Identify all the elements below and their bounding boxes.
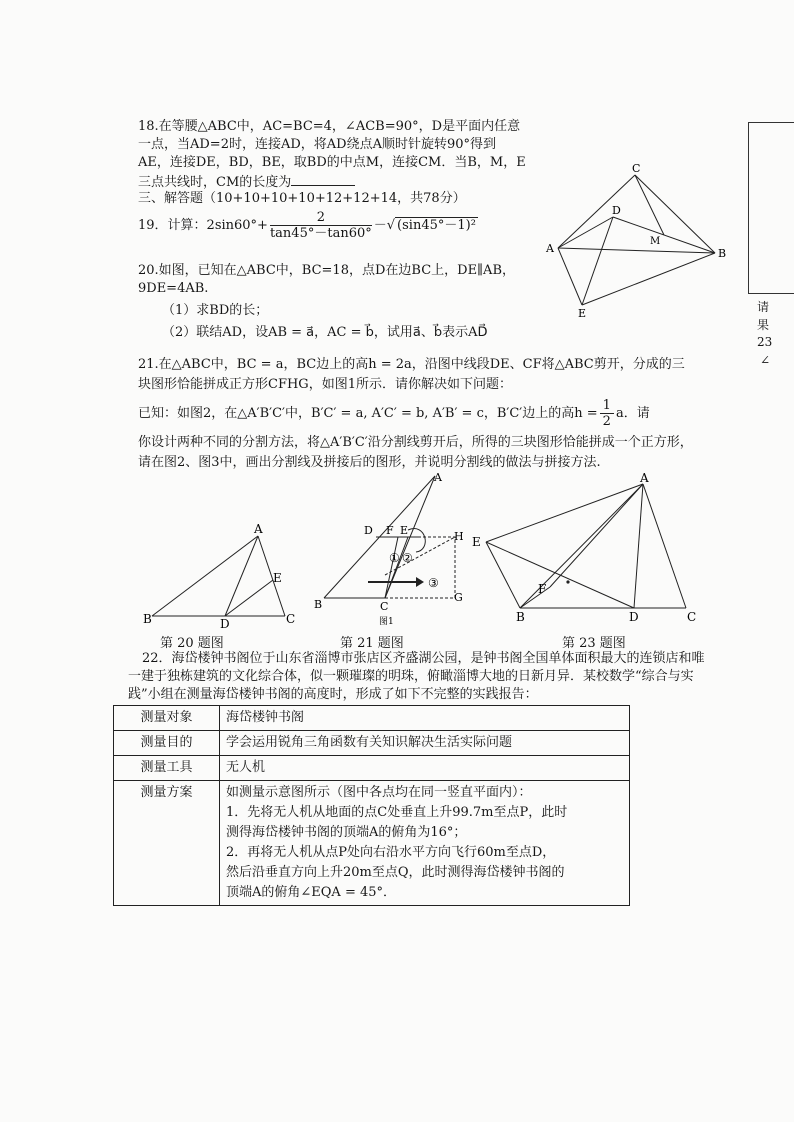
fig18-line-AE: [558, 248, 582, 305]
q19-minus: －: [373, 218, 387, 233]
fig23-label-A: A: [640, 472, 649, 485]
fig20-label-D: D: [220, 617, 230, 630]
q21-fraction: [600, 398, 614, 429]
figure-20: [140, 522, 300, 630]
answer-blank: [291, 172, 355, 186]
q19-fraction: [270, 210, 372, 241]
fig20-caption: 第 20 题图: [160, 636, 224, 651]
fig23-label-E: E: [472, 535, 481, 549]
fig18-label-C: C: [632, 162, 641, 175]
plan-line: 然后沿垂直方向上升20m至点Q，此时测得海岱楼钟书阁的: [226, 865, 565, 880]
report-value: 无人机: [220, 756, 630, 781]
fig23-label-D: D: [629, 610, 639, 624]
fig23-line-EB: [486, 542, 520, 608]
adjacent-page-fragment: [748, 122, 794, 294]
fig18-line-CA: [558, 175, 635, 248]
fig21-curved-arrow: [408, 529, 425, 552]
fig23-line-AC: [643, 484, 686, 608]
fig21-label-E: E: [400, 524, 409, 537]
report-label: 测量目的: [114, 731, 220, 756]
fig23-label-F: F: [538, 582, 547, 596]
fig21-label-B: B: [314, 598, 323, 611]
fig18-line-AB: [558, 248, 715, 253]
fig23-line-FA: [550, 484, 643, 587]
side-text-3: 23: [757, 335, 773, 349]
plan-line: 1．先将无人机从地面的点C处垂直上升99.7m至点P，此时: [226, 805, 568, 820]
q19-frac-den: tan45°－tan60°: [269, 226, 372, 241]
q18-line4: [138, 172, 355, 192]
report-value: 学会运用锐角三角函数有关知识解决生活实际问题: [220, 731, 630, 756]
fig21-label-D: D: [364, 524, 373, 537]
fig20-label-C: C: [286, 612, 296, 626]
fig18-line-DE: [582, 217, 613, 305]
side-text-1: 请: [757, 300, 770, 314]
fig21-small-caption: 图1: [379, 617, 394, 627]
sqrt-icon: √: [386, 218, 396, 233]
q20-part2: （2）联结AD，设AB = a⃗，AC = b⃗，试用a⃗、b⃗表示AD⃗: [162, 325, 488, 340]
q18-line4-text: 三点共线时，CM的长度为: [138, 175, 292, 190]
q20-line1: 20.如图，已知在△ABC中，BC=18，点D在边BC上，DE∥AB，: [138, 263, 516, 278]
q21-frac-num: 1: [600, 398, 614, 414]
q21-line3: [138, 398, 650, 429]
fig23-label-C: C: [687, 610, 697, 624]
fig21-label-H: H: [454, 530, 464, 543]
figure-23: [468, 472, 708, 628]
fig20-label-A: A: [254, 522, 263, 536]
fig18-label-B: B: [718, 247, 727, 260]
q22-line3: 践”小组在测量海岱楼钟书阁的高度时，形成了如下不完整的实践报告：: [128, 687, 538, 702]
fig21-label-F: F: [386, 524, 394, 537]
q18-line1: 18.在等腰△ABC中，AC=BC=4，∠ACB=90°，D是平面内任意: [138, 119, 521, 134]
plan-line: 测得海岱楼钟书阁的顶端A的俯角为16°；: [226, 825, 467, 840]
fig20-line-AB: [152, 536, 258, 616]
q21-line3-prefix: 已知：如图2，在△A′B′C′中，B′C′ = a, A′C′ = b, A′B′ = c，B′C′边上的高h =: [138, 406, 598, 421]
q21-line5: 请在图2、图3中，画出分割线及拼接后的图形，并说明分割线的做法与拼接方法.: [138, 455, 601, 470]
fig18-line-CB: [635, 175, 715, 253]
fig18-label-A: A: [546, 242, 554, 255]
fig20-label-E: E: [273, 571, 282, 585]
q21-line1: 21.在△ABC中，BC = a，BC边上的高h = 2a，沿图中线段DE、CF将△ABC剪开，分成的三: [138, 357, 685, 372]
q21-line2: 块图形恰能拼成正方形CFHG，如图1所示．请你解决如下问题：: [138, 377, 512, 392]
q18-line3: AE，连接DE，BD，BE，取BD的中点M，连接CM．当B，M，E: [138, 155, 526, 170]
side-text-4: ∠: [760, 353, 771, 367]
fig21-square-outline: [385, 537, 455, 598]
fig23-line-EA: [486, 484, 643, 542]
figure-21: [308, 470, 468, 630]
table-row: [114, 731, 630, 756]
table-row: [114, 706, 630, 731]
q20-line2: 9DE=4AB.: [138, 281, 209, 296]
fig20-label-B: B: [143, 612, 152, 626]
section-header: 三、解答题（10+10+10+10+12+12+14，共78分）: [138, 191, 466, 206]
report-label: 测量对象: [114, 706, 220, 731]
table-row: [114, 756, 630, 781]
fig21-label-C: C: [380, 600, 389, 613]
q21-line3-suffix: a．请: [615, 406, 650, 421]
q19-prefix: 19．计算：2sin60°+: [138, 218, 268, 233]
q20-part1: （1）求BD的长；: [162, 303, 269, 318]
plan-line: 顶端A的俯角∠EQA = 45°．: [226, 885, 397, 900]
fig23-point-dot: [566, 580, 569, 583]
arrow-right-icon: [416, 577, 424, 587]
q22-line1: 22．海岱楼钟书阁位于山东省淄博市张店区齐盛湖公园，是钟书阁全国单体面积最大的连锁店和唯: [142, 651, 705, 666]
figure-18: [540, 160, 740, 320]
side-text-2: 果: [757, 318, 770, 332]
fig23-line-AD: [634, 484, 643, 608]
fig23-caption: 第 23 题图: [562, 636, 626, 651]
plan-line: 如测量示意图所示（图中各点均在同一竖直平面内）：: [226, 785, 532, 800]
q19-radicand: (sin45°－1)²: [397, 218, 476, 233]
fig21-caption: 第 21 题图: [340, 636, 404, 651]
report-value: 海岱楼钟书阁: [220, 706, 630, 731]
fig18-label-E: E: [578, 307, 587, 320]
table-row: [114, 781, 630, 906]
report-label: 测量工具: [114, 756, 220, 781]
fig23-line-ED: [486, 542, 634, 608]
fig21-label-n2: ②: [402, 551, 413, 565]
fig18-line-EB: [582, 253, 715, 305]
q19-frac-num: 2: [270, 210, 372, 226]
q18-line2: 一点，当AD=2时，连接AD，将AD绕点A顺时针旋转90°得到: [138, 137, 497, 152]
q21-line4: 你设计两种不同的分割方法，将△A′B′C′沿分割线剪开后，所得的三块图形恰能拼成一个正方形，: [138, 435, 693, 450]
report-table: [113, 705, 630, 906]
q22-line2: 一建于独栋建筑的文化综合体，似一颗璀璨的明珠，俯瞰淄博大地的日新月异．某校数学“综合与实: [128, 669, 694, 684]
fig21-label-G: G: [454, 591, 463, 604]
fig23-label-B: B: [516, 610, 525, 624]
report-plan: [220, 781, 630, 906]
plan-line: 2．再将无人机从点P处向右沿水平方向飞行60m至点D，: [226, 845, 556, 860]
fig21-label-n1: ①: [389, 551, 400, 565]
q19-expression: [138, 210, 478, 242]
fig21-label-n3: ③: [428, 576, 439, 590]
fig18-label-M: M: [650, 236, 661, 247]
q21-frac-den: 2: [602, 414, 611, 429]
fig18-label-D: D: [612, 204, 621, 217]
report-label: 测量方案: [114, 781, 220, 906]
fig21-label-A: A: [434, 471, 442, 484]
